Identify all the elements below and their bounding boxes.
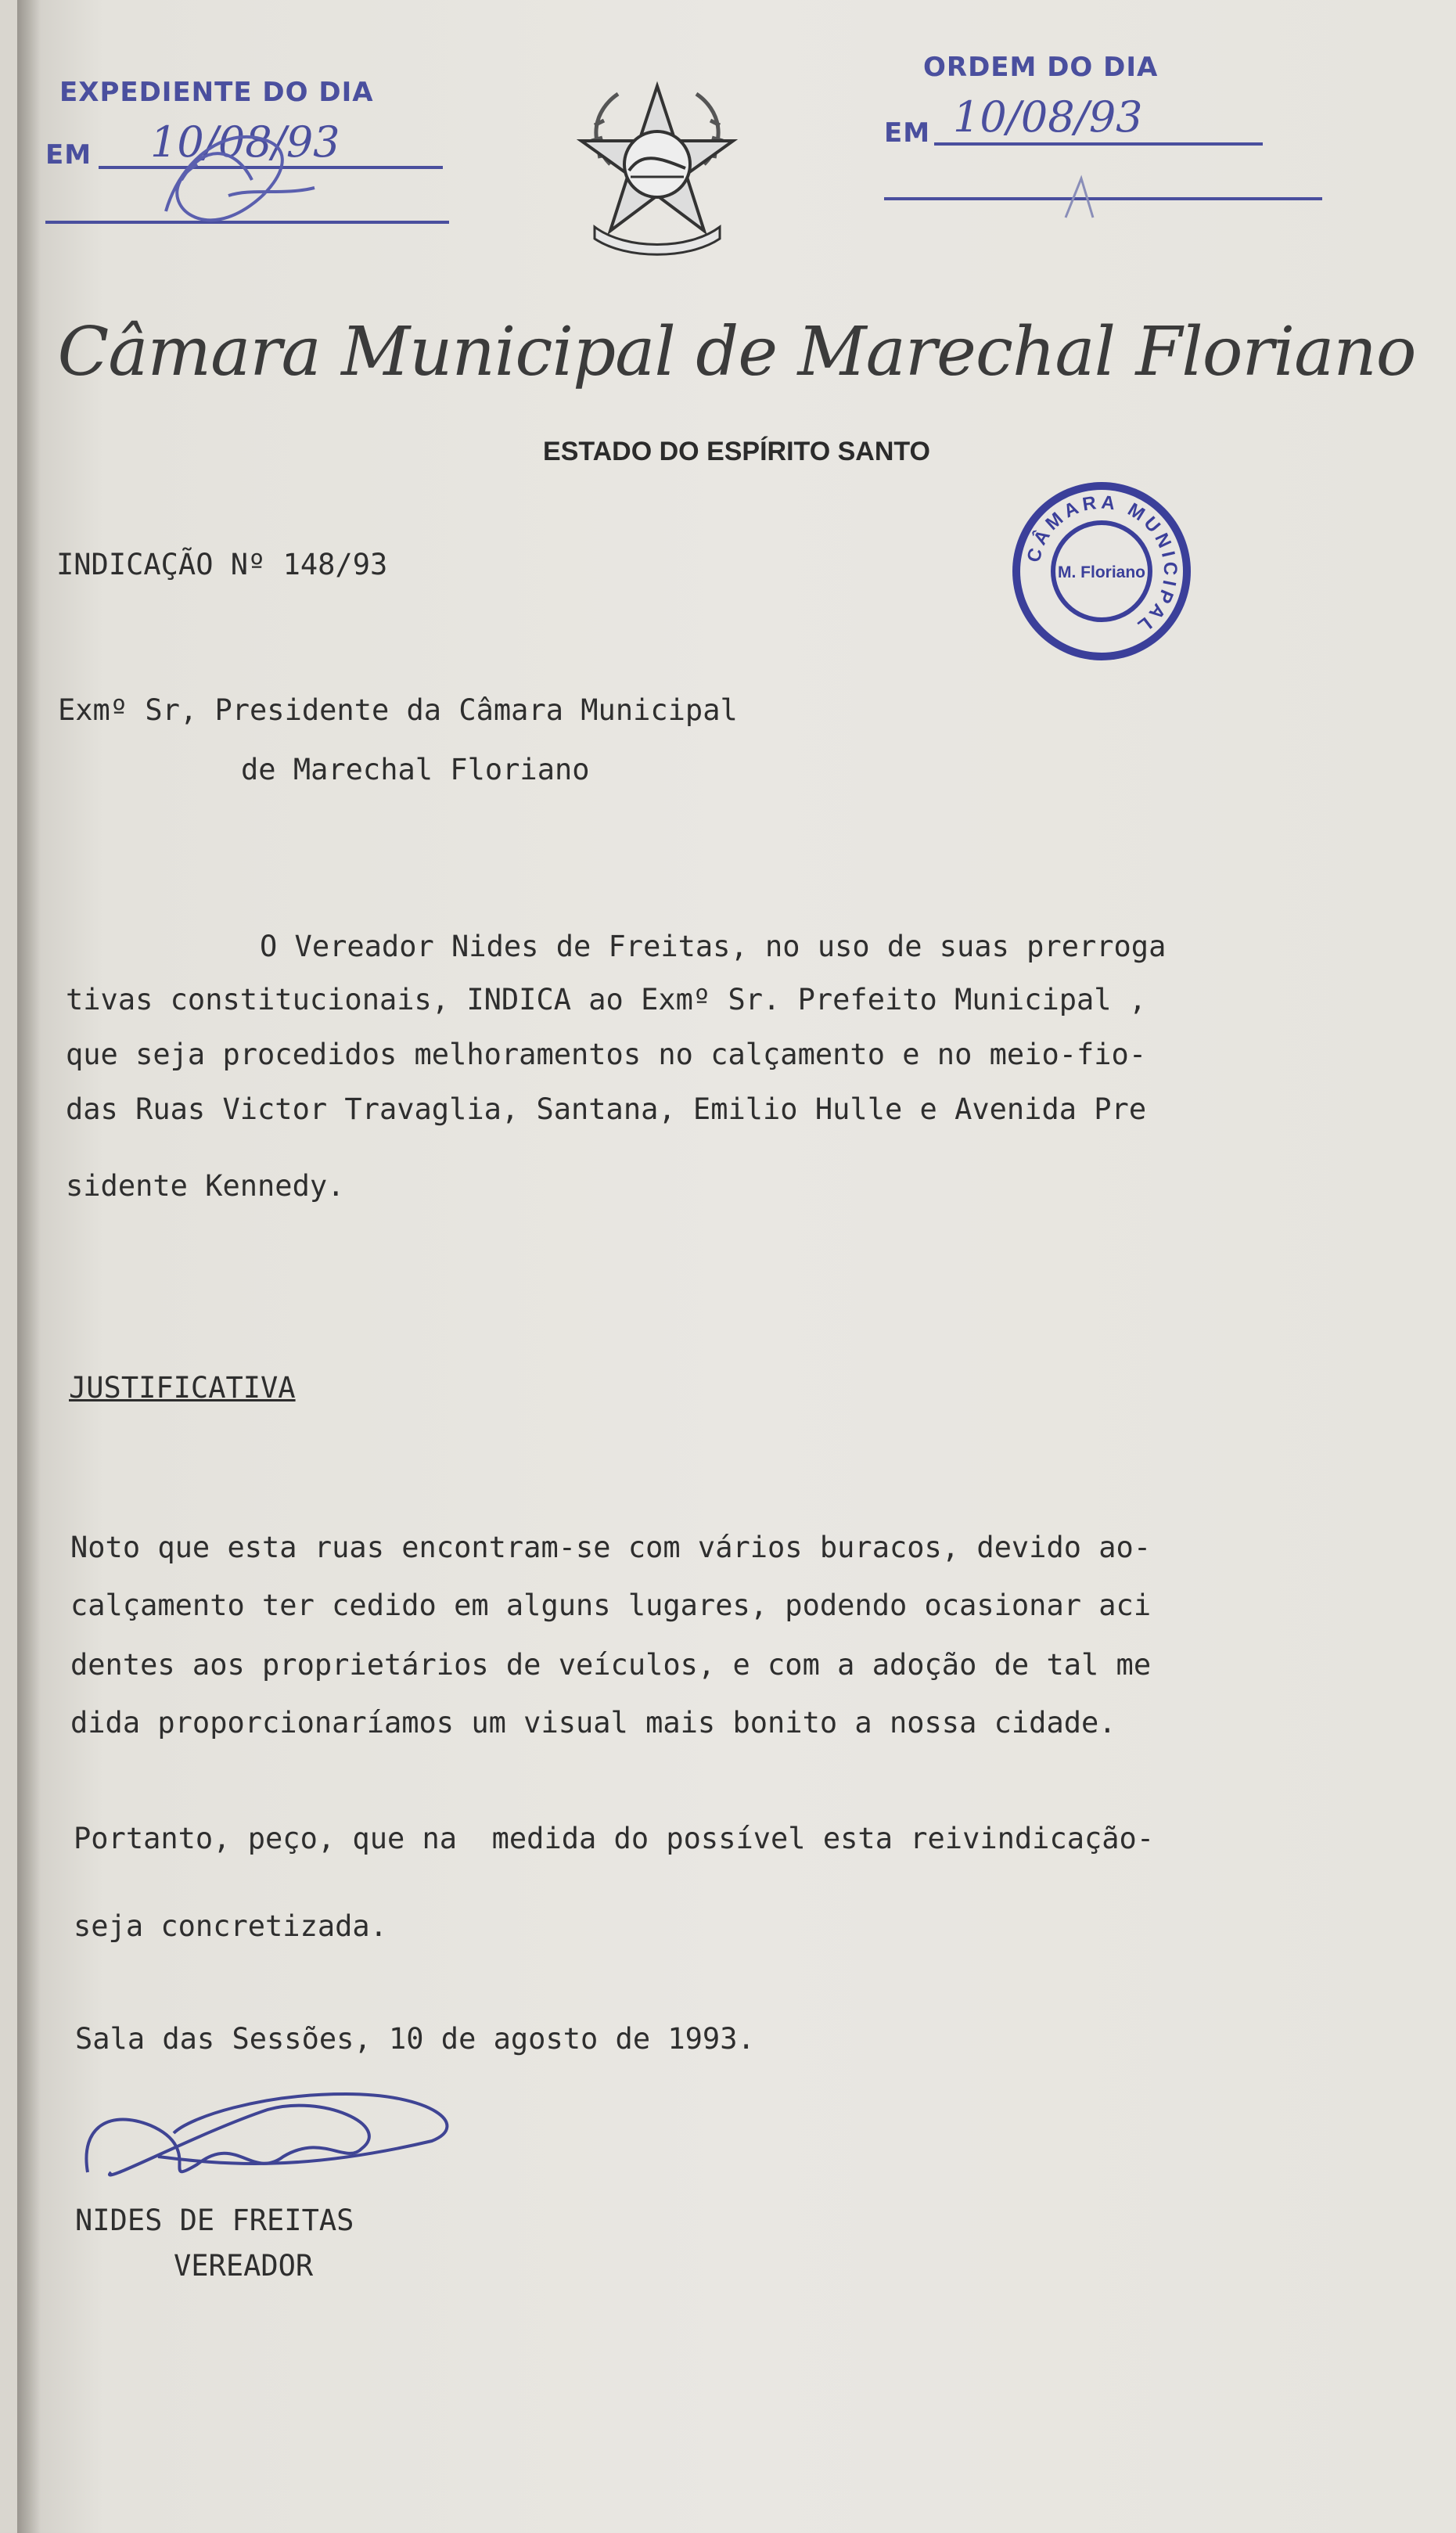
expediente-stamp-em: EM: [45, 139, 92, 171]
ordem-stamp-em: EM: [884, 117, 931, 149]
document-reference: INDICAÇÃO Nº 148/93: [56, 548, 388, 581]
ordem-stamp-label: ORDEM DO DIA: [923, 52, 1159, 83]
closing-line-1: Portanto, peço, que na medida do possível esta reivindicação-: [74, 1822, 1155, 1855]
body-line-2: tivas constitucionais, INDICA ao Exmº Sr. Prefeito Municipal ,: [66, 983, 1147, 1016]
justificativa-line-4: dida proporcionaríamos um visual mais bonito a nossa cidade.: [70, 1706, 1116, 1740]
body-line-4: das Ruas Victor Travaglia, Santana, Emilio Hulle e Avenida Pre: [66, 1092, 1147, 1126]
ordem-date-line: [934, 142, 1263, 146]
document-page: [17, 0, 1456, 2533]
expediente-stamp-label: EXPEDIENTE DO DIA: [59, 77, 374, 108]
body-line-3: que seja procedidos melhoramentos no calçamento e no meio-fio-: [66, 1038, 1147, 1071]
ordem-rubric: [1050, 171, 1113, 225]
seal-ring-text: CÂMARA MUNICIPAL: [1023, 491, 1181, 639]
body-line-1: O Vereador Nides de Freitas, no uso de suas prerroga: [260, 930, 1167, 963]
addressee-line-1: Exmº Sr, Presidente da Câmara Municipal: [58, 693, 738, 727]
state-subtitle: ESTADO DO ESPÍRITO SANTO: [543, 437, 930, 466]
justificativa-line-1: Noto que esta ruas encontram-se com vários buracos, devido ao-: [70, 1531, 1152, 1564]
justificativa-line-2: calçamento ter cedido em alguns lugares, podendo ocasionar aci: [70, 1589, 1152, 1622]
chamber-title: Câmara Municipal de Marechal Floriano: [57, 313, 1416, 391]
expediente-rubric: [135, 94, 369, 250]
addressee-line-2: de Marechal Floriano: [241, 753, 590, 786]
seal-center-text: M. Floriano: [1058, 563, 1145, 581]
chamber-seal: [1009, 479, 1194, 664]
justificativa-heading: JUSTIFICATIVA: [69, 1371, 296, 1405]
signer-role: VEREADOR: [174, 2249, 314, 2283]
session-date-line: Sala das Sessões, 10 de agosto de 1993.: [75, 2022, 755, 2056]
justificativa-line-3: dentes aos proprietários de veículos, e com a adoção de tal me: [70, 1648, 1152, 1682]
ordem-date: 10/08/93: [953, 92, 1143, 142]
coat-of-arms-icon: [563, 78, 751, 266]
body-line-5: sidente Kennedy.: [66, 1169, 345, 1203]
closing-line-2: seja concretizada.: [74, 1909, 387, 1943]
handwritten-signature: [64, 2078, 471, 2211]
expediente-date: 10/08/93: [150, 117, 340, 167]
signer-name: NIDES DE FREITAS: [75, 2204, 354, 2237]
